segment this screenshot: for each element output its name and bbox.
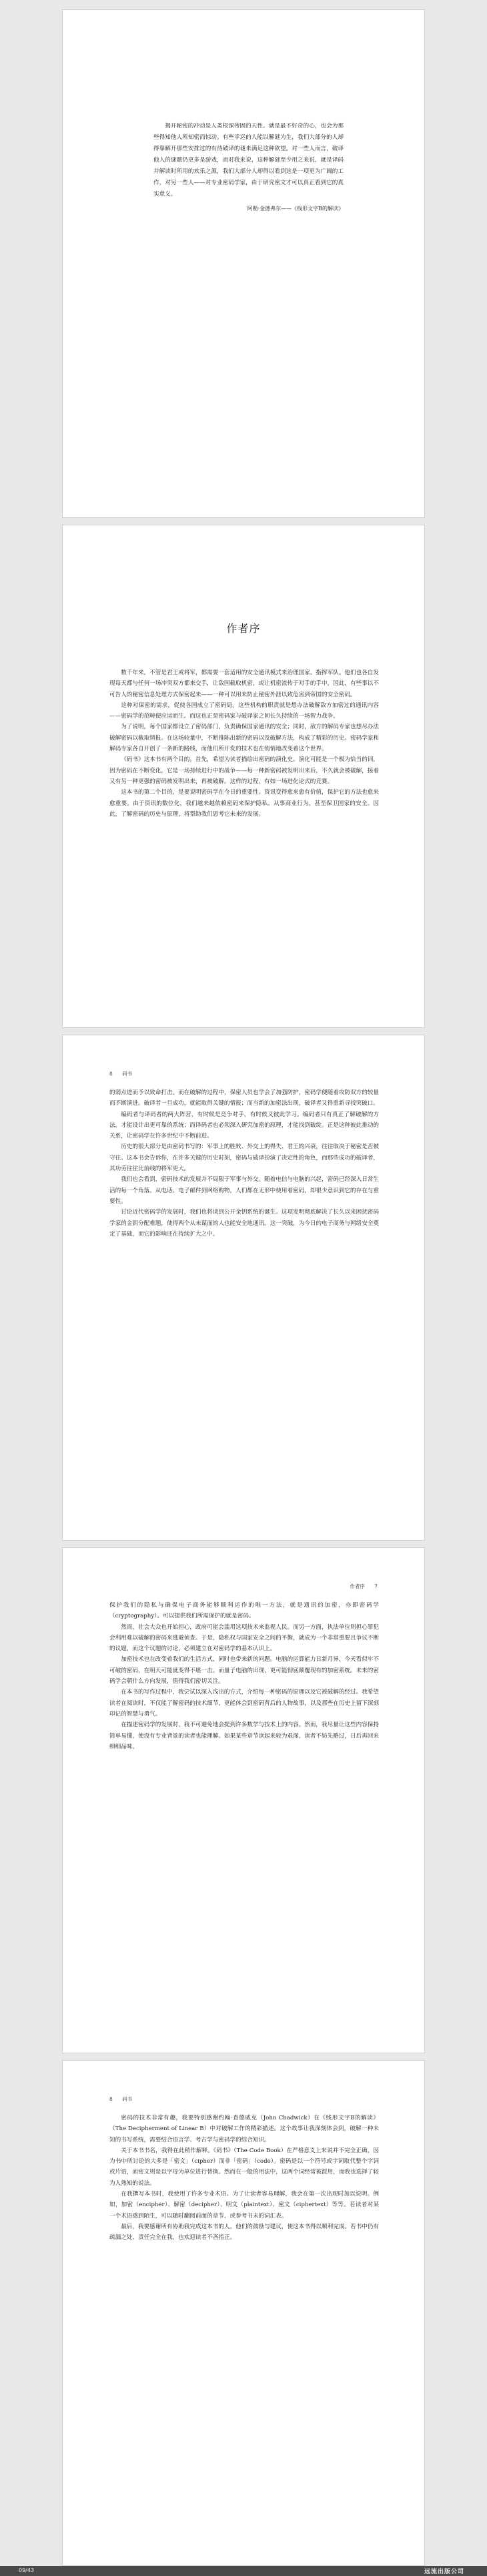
paragraph: 在我撰写本书时，我使用了许多专业术语。为了让读者容易理解，我会在第一次出现时加以说明。例如，加密（encipher）、解密（decipher）、明文（plaintext）、密文（ciphertext）等等。若读者对某一个术语感到陌生，可以随时翻阅前面的章节，或参考书末的词汇表。 bbox=[109, 2191, 379, 2220]
paragraph: 我们也会看到，密码技术的发展并不局限于军事与外交。随着电信与电脑的兴起，密码已经深入日常生活的每一个角落。从电话、电子邮件到网络购物，人们都在无形中使用着密码，却很少意识到它的存在与重要性。 bbox=[109, 1176, 379, 1205]
page-preface-8b bbox=[62, 2060, 425, 2566]
running-header bbox=[109, 2095, 132, 2103]
epigraph-source: 阿勒·金德弗尔——《线形文字B的解读》 bbox=[247, 206, 344, 212]
preface-body bbox=[109, 1600, 379, 1752]
publisher-logo: 远流出版公司 bbox=[424, 2569, 464, 2575]
paragraph: 数千年来，不管是君王或将军，都需要一套适用的安全通讯模式来治理国家、指挥军队。他们也各自发现每天都与任何一场冲突双方都来交手，让敌国截取机密，或让机密流传于对手的手中，因此，有些事以不可告人的秘密信息处理方式保密起来——一种可以用来防止秘密外泄以致危害到帝国的安全密码。 bbox=[109, 670, 379, 698]
preface-body bbox=[109, 2113, 379, 2244]
preface-body bbox=[109, 668, 379, 820]
footer-bar bbox=[0, 2566, 487, 2576]
page-number: 8 bbox=[109, 2096, 113, 2102]
running-title: 码书 bbox=[122, 1071, 133, 1077]
paragraph: 为了说明，每个国家都设立了密码部门，负责确保国家通讯的安全；同时，敌方的解码专家也想尽办法破解密码以截取情报。在这场较量中，不断推陈出新的密码以及破解方法，构成了精彩的历史。密码学家和解码专家各自开创了一条新的路线，而他们所开发的技术也在悄悄地改变着这个世界。 bbox=[109, 724, 379, 753]
page-preface-start bbox=[62, 525, 425, 1028]
page-number: 8 bbox=[109, 1071, 113, 1077]
running-header bbox=[350, 1583, 378, 1590]
running-title: 作者序 bbox=[350, 1583, 365, 1589]
epigraph-text: 揭开秘密的冲动是人类根深蒂固的天性。就是最不好奇的心，也会为那些得知他人所知密而惊动。有些幸运的人能以解谜为生，我们大部分的人却得靠解开那些安排过的有待破译的谜来满足这种欲望。对一些人而言，破译他人的谜题仍更多是游戏，而对我来说，这种解谜至少用之来说，就是译码并解读时所用的欢乐之源，我们大部分人却得以看到这是一项更为广阔的工作，对另一些人——对专业密码学家，由于研究密文才可以真正看到它的真实意义。 bbox=[153, 123, 344, 198]
preface-body bbox=[109, 1087, 379, 1240]
paragraph: 历史的很大部分是由密码书写的：军事上的胜败、外交上的得失、君王的兴衰，往往取决于秘密是否被守住。这本书会告诉你，在许多关键的历史时刻，密码与破译扮演了决定性的角色，而那些成功的破译者，其功劳往往比前线的将军更大。 bbox=[109, 1143, 379, 1173]
footer-code: 09/43 bbox=[19, 2567, 35, 2573]
paragraph: 的弱点进而予以致命打击。而在破解的过程中，保密人员也学会了加强防护，密码学便随着攻防双方的较量而不断演进。破译者一旦成功，就能取得关键的情报；而当新的加密法出现，破译者又得重新寻找突破口。 bbox=[109, 1089, 379, 1107]
paragraph: 加密技术也在改变着我们的生活方式，同时也带来新的问题。电脑的运算能力日新月异，今天看似牢不可破的密码，在明天可能就变得不堪一击。而量子电脑的出现，更可能彻底颠覆现有的加密系统。未来的密码学会朝什么方向发展，值得我们密切关注。 bbox=[109, 1656, 379, 1686]
page-preface-7 bbox=[62, 1547, 425, 2053]
paragraph: 编码者与译码者的两大阵营，有时候是竞争对手，有时候又彼此学习。编码者只有真正了解破解的方法，才能设计出更可靠的系统；而译码者也必须深入研究加密的原理，才能找到破绽。正是这种彼此推动的关系，让密码学在许多世纪中不断前进。 bbox=[109, 1111, 379, 1140]
page-title: 作者序 bbox=[226, 622, 261, 635]
paragraph: 密码的技术非常有趣，我要特别感谢约翰·查德威克（John Chadwick）在《线形文字B的解读》（The Decipherment of Linear B）中对破解工作的精彩描述。这个故事让我深刻体会到，破解一种未知的书写系统，需要结合语言学、考古学与密码学的综合知识。 bbox=[109, 2115, 379, 2143]
epigraph-block bbox=[153, 121, 344, 214]
page-preface-8a bbox=[62, 1035, 425, 1541]
paragraph: 讨论近代密码学的发展时，我们也将谈到公开金钥系统的诞生。这项发明彻底解决了长久以来困扰密码学家的金钥分配难题，使得两个从未谋面的人也能安全地通讯。这一突破，为今日的电子商务与网络安全奠定了基础，而它的影响还在持续扩大之中。 bbox=[109, 1209, 379, 1238]
running-header bbox=[109, 1070, 132, 1077]
paragraph: 在描述密码学的发展时，我不可避免地会提到许多数学与技术上的内容。然而，我尽量让这些内容保持简单易懂，使没有专业背景的读者也能理解。如果某些章节读起来较为艰深，读者不妨先略过，日后再回来细细品味。 bbox=[109, 1722, 379, 1750]
paragraph: 保护我们的隐私与确保电子商务能够顺利运作的唯一方法，就是通讯的加密，亦即密码学（cryptography）。可以提供我们所需保护的就是密码。 bbox=[109, 1602, 379, 1620]
paragraph: 这种对保密的需求，促使各国成立了密码局。这些机构的职责就是想办法破解敌方加密过的通讯内容——密码学的范畴便应运而生。而这也正是密码家与破译家之间长久持续的一场智力战争。 bbox=[109, 702, 379, 720]
page-number: 7 bbox=[374, 1583, 378, 1589]
paragraph: 最后，我要感谢所有协助我完成这本书的人。他们的鼓励与建议，使这本书得以顺利完成。若书中仍有疏漏之处，责任完全在我，也欢迎读者不吝指正。 bbox=[109, 2223, 379, 2242]
page-epigraph bbox=[62, 9, 425, 518]
running-title: 码书 bbox=[122, 2096, 133, 2102]
paragraph: 关于本书书名，我得在此稍作解释。《码书》（The Code Book）在严格意义上来说并不完全正确，因为书中所讨论的大多是「密文」（cipher）而非「密码」（code）。密码是以一个符号或字词取代整个字词或片语，而密文则是以字母为单位进行替换。然而在一般的用法中，这两个词经常被混用，而我也选择了较为人熟知的说法。 bbox=[109, 2147, 379, 2187]
paragraph: 然而，社会大众也开始担心，政府可能会滥用这项技术来监视人民。而另一方面，执法单位则担心罪犯会利用难以破解的密码来逃避侦查。于是，隐私权与国家安全之间的平衡，就成为一个非常重要且争议不断的议题，而这个议题的讨论，必须建立在对密码学的基本认识上。 bbox=[109, 1623, 379, 1653]
paragraph: 《码书》这本书有两个目的。首先，希望为读者描绘出密码的演化史。演化可能是一个极为恰当的词，因为密码在不断变化，它是一场持续进行中的战争——每一种新密码被发明出来后，不久就会被破解，接着又有另一种更强的密码被发明出来，再被破解。这样的过程，有如一场进化论式的竞赛。 bbox=[109, 756, 379, 785]
paragraph: 这本书的第二个目的，是要说明密码学在今日的重要性。资讯变得愈来愈有价值，保护它的方法也愈来愈重要。由于资讯的数位化，我们越来越依赖密码来保护隐私、从事商业行为，甚至保卫国家的安全。因此，了解密码的历史与原理，将帮助我们思考它未来的发展。 bbox=[109, 789, 379, 818]
paragraph: 在本书的写作过程中，我尝试以深入浅出的方式，介绍每一种密码的原理以及它被破解的经过。我希望读者在阅读时，不仅能了解密码的技术细节，更能体会到密码背后的人物故事，以及那些在历史上留下深刻印记的智慧与勇气。 bbox=[109, 1689, 379, 1718]
